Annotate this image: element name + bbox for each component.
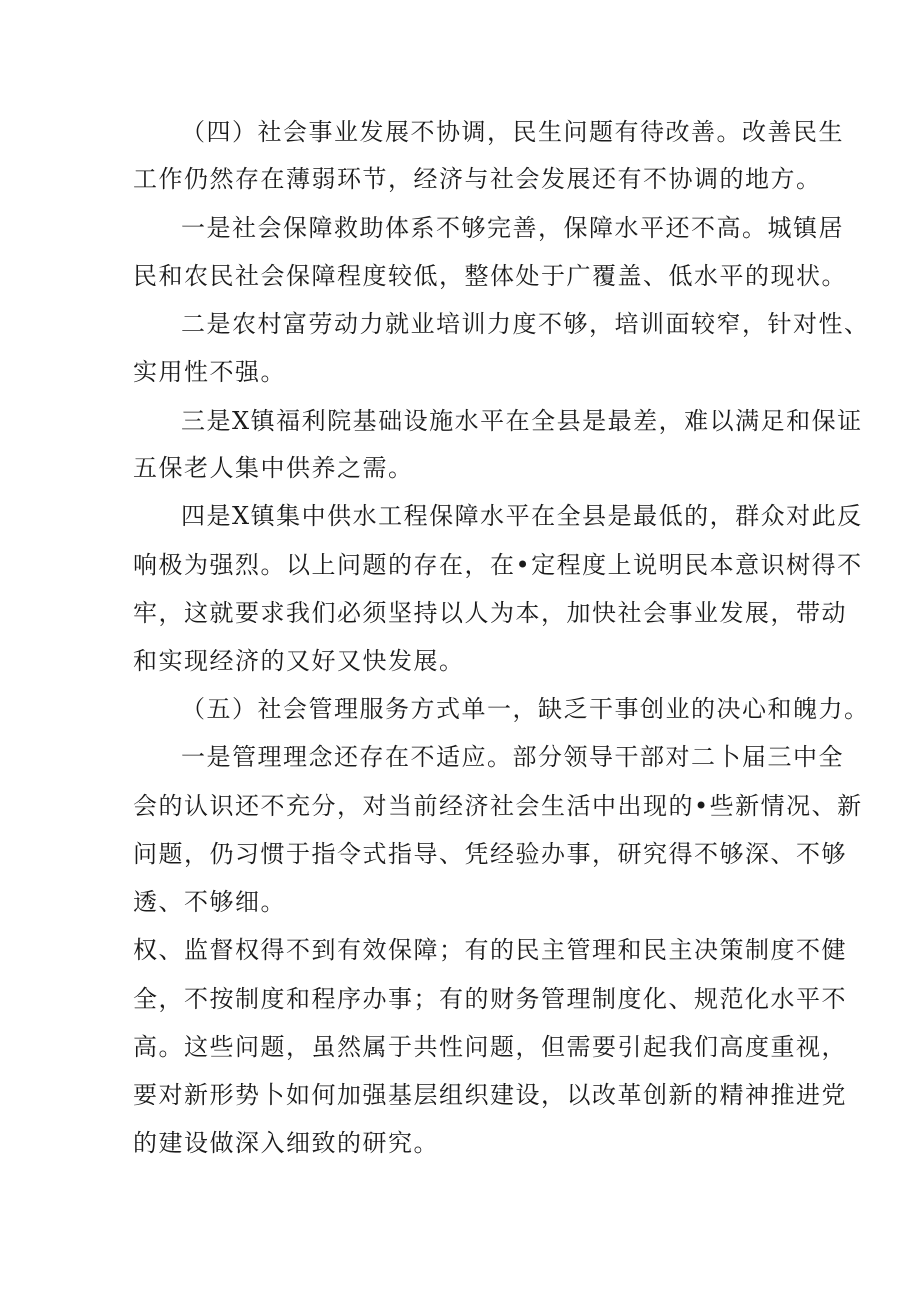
paragraph-4-line-1: 三是X镇福利院基础设施水平在全县是最差，难以满足和保证 xyxy=(181,407,863,435)
paragraph-1-line-1: （四）社会事业发展不协调，民生问题有待改善。改善民生 xyxy=(181,118,844,146)
paragraph-5-line-2: 响极为强烈。以上问题的存在，在•定程度上说明民本意识树得不 xyxy=(133,551,863,579)
paragraph-4-line-2: 五保老人集中供养之需。 xyxy=(133,454,414,482)
paragraph-8-line-2: 全，不按制度和程序办事；有的财务管理制度化、规范化水平不 xyxy=(133,985,847,1013)
paragraph-5-line-1: 四是X镇集中供水工程保障水平在全县是最低的，群众对此反 xyxy=(181,502,863,530)
paragraph-8-line-3: 高。这些问题，虽然属于共性问题，但需要引起我们高度重视， xyxy=(133,1033,847,1061)
paragraph-8-line-5: 的建设做深入细致的研究。 xyxy=(133,1129,439,1157)
paragraph-7-line-2: 会的认识还不充分，对当前经济社会生活中出现的•些新情况、新 xyxy=(133,792,863,820)
paragraph-3-line-1: 二是农村富劳动力就业培训力度不够，培训面较窄，针对性、 xyxy=(181,310,870,338)
paragraph-3-line-2: 实用性不强。 xyxy=(133,358,286,386)
paragraph-8-line-4: 要对新形势卜如何加强基层组织建设，以改革创新的精神推进党 xyxy=(133,1081,847,1109)
paragraph-1-line-2: 工作仍然存在薄弱环节，经济与社会发展还有不协调的地方。 xyxy=(133,165,822,193)
paragraph-5-line-4: 和实现经济的又好又快发展。 xyxy=(133,647,465,675)
paragraph-2-line-1: 一是社会保障救助体系不够完善，保障水平还不高。城镇居 xyxy=(181,214,844,242)
paragraph-7-line-4: 透、不够细。 xyxy=(133,888,286,916)
paragraph-7-line-3: 问题，仍习惯于指令式指导、凭经验办事，研究得不够深、不够 xyxy=(133,840,847,868)
paragraph-5-line-3: 牢，这就要求我们必须坚持以人为本，加快社会事业发展，带动 xyxy=(133,599,847,627)
paragraph-8-line-1: 权、监督权得不到有效保障；有的民主管理和民主决策制度不健 xyxy=(133,936,847,964)
paragraph-6-line-1: （五）社会管理服务方式单一，缺乏干事创业的决心和魄力。 xyxy=(181,695,870,723)
paragraph-2-line-2: 民和农民社会保障程度较低，整体处于广覆盖、低水平的现状。 xyxy=(133,262,847,290)
paragraph-7-line-1: 一是管理理念还存在不适应。部分领导干部对二卜届三中全 xyxy=(181,743,844,771)
